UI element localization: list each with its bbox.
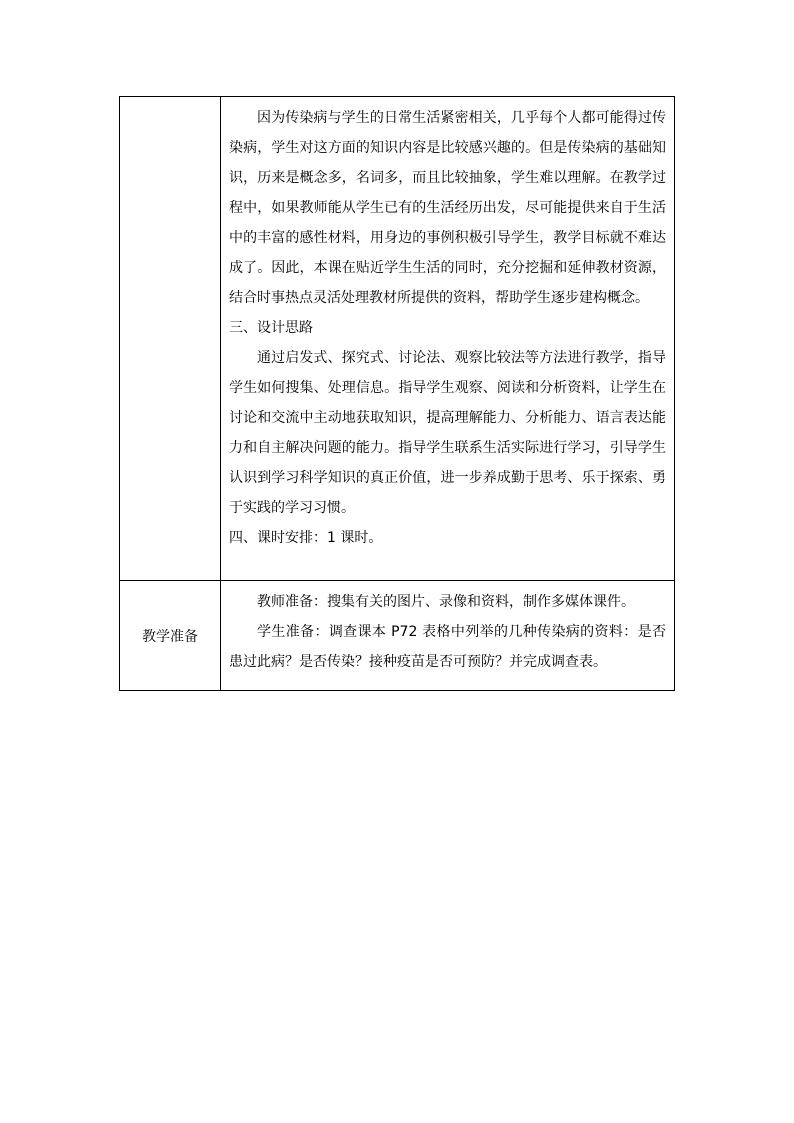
content-cell — [221, 97, 675, 581]
table-row — [120, 97, 675, 581]
row-label-cell: 教学准备 — [120, 581, 221, 691]
content-cell — [221, 581, 675, 691]
row-label-cell — [120, 97, 221, 581]
table-row — [120, 581, 675, 691]
design-paragraph: 通过启发式、探究式、讨论法、观察比较法等方法进行教学，指导学生如何搜集、处理信息。指导学生观察、阅读和分析资料，让学生在讨论和交流中主动地获取知识，提高理解能力、分析能力、语言表达能力和自主解决问题的能力。指导学生联系生活实际进行学习，引导学生认识到学习科学知识的真正价值，进一步养成勤于思考、乐于探索、勇于实践的学习习惯。 — [229, 350, 666, 516]
section-heading-design: 三、设计思路 — [229, 320, 313, 336]
teacher-preparation: 教师准备：搜集有关的图片、录像和资料，制作多媒体课件。 — [257, 594, 635, 610]
student-preparation: 学生准备：调查课本 P72 表格中列举的几种传染病的资料：是否患过此病？是否传染？接种疫苗是否可预防？并完成调查表。 — [229, 624, 666, 670]
analysis-paragraph: 因为传染病与学生的日常生活紧密相关，几乎每个人都可能得过传染病，学生对这方面的知识内容是比较感兴趣的。但是传染病的基础知识，历来是概念多，名词多，而且比较抽象，学生难以理解。在教学过程中，如果教师能从学生已有的生活经历出发，尽可能提供来自于生活中的丰富的感性材料，用身边的事例积极引导学生，教学目标就不难达成了。因此，本课在贴近学生生活的同时，充分挖掘和延伸教材资源，结合时事热点灵活处理教材所提供的资料，帮助学生逐步建构概念。 — [229, 110, 666, 306]
section-heading-schedule: 四、课时安排：1 课时。 — [229, 530, 383, 546]
lesson-plan-table — [119, 96, 675, 691]
